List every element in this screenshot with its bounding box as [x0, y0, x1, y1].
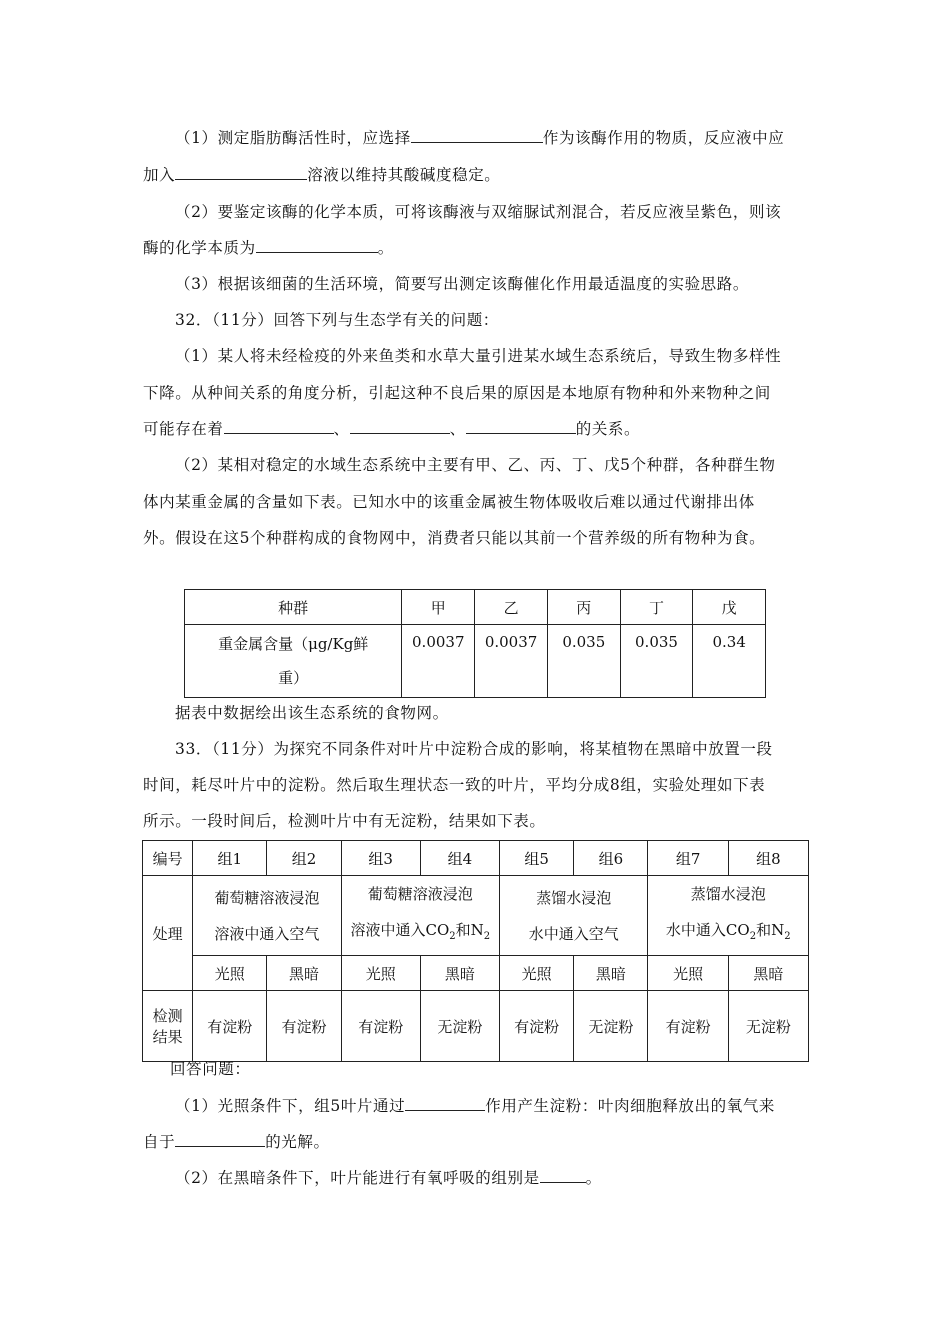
answer-blank: [175, 165, 307, 180]
group-cell: 组4: [420, 841, 499, 876]
subscript: 2: [749, 931, 757, 942]
treatment-line: 葡萄糖溶液浸泡: [214, 888, 320, 907]
header-cell: 甲: [402, 590, 475, 625]
q31-part3: （3）根据该细菌的生活环境，简要写出测定该酶催化作用最适温度的实验思路。: [175, 275, 749, 293]
result-cell: 无淀粉: [420, 991, 499, 1062]
text: 水中通入CO: [665, 921, 750, 939]
result-cell: 有淀粉: [500, 991, 574, 1062]
text: 。: [585, 1169, 602, 1187]
light-cell: 光照: [193, 956, 267, 991]
text: 、: [333, 420, 350, 438]
value-cell: 0.0037: [402, 625, 475, 698]
light-cell: 黑暗: [574, 956, 648, 991]
treatment-cell: [193, 876, 341, 956]
text: 作用产生淀粉：叶肉细胞释放出的氧气来: [485, 1097, 776, 1115]
light-cell: 光照: [648, 956, 728, 991]
q32-part2-line3: 外。假设在这5个种群构成的食物网中，消费者只能以其前一个营养级的所有物种为食。: [143, 529, 766, 547]
light-cell: 黑暗: [420, 956, 499, 991]
text: 自于: [143, 1133, 176, 1151]
table-header-row: [143, 841, 809, 876]
value-cell: 0.035: [547, 625, 620, 698]
text: （2）在黑暗条件下，叶片能进行有氧呼吸的组别是: [175, 1169, 540, 1187]
q32-part1-line1: （1）某人将未经检疫的外来鱼类和水草大量引进某水域生态系统后，导致生物多样性: [175, 347, 782, 365]
result-cell: 有淀粉: [193, 991, 267, 1062]
header-cell: 丙: [547, 590, 620, 625]
q32-part2-line2: 体内某重金属的含量如下表。已知水中的该重金属被生物体吸收后难以通过代谢排出体: [143, 493, 755, 511]
q31-part2-line1: （2）要鉴定该酶的化学本质，可将该酶液与双缩脲试剂混合，若反应液呈紫色，则该: [175, 203, 782, 221]
q32-after-table: 据表中数据绘出该生态系统的食物网。: [175, 704, 449, 722]
treatment-cell: [500, 876, 648, 956]
group-cell: 组5: [500, 841, 574, 876]
text: 的光解。: [265, 1133, 330, 1151]
text: （1）测定脂肪酶活性时，应选择: [175, 129, 411, 147]
q32-part2-line1: （2）某相对稳定的水域生态系统中主要有甲、乙、丙、丁、戊5个种群，各种群生物: [175, 456, 776, 474]
result-cell: 有淀粉: [267, 991, 341, 1062]
light-cell: 光照: [341, 956, 420, 991]
row-label-line: 结果: [152, 1028, 183, 1046]
table-header-row: [185, 590, 766, 625]
light-cell: 光照: [500, 956, 574, 991]
result-cell: 无淀粉: [574, 991, 648, 1062]
answer-blank: [175, 1132, 265, 1147]
row-label-cell: [185, 625, 402, 698]
q33-title-line1: 33．（11分）为探究不同条件对叶片中淀粉合成的影响，将某植物在黑暗中放置一段: [175, 740, 773, 758]
text: 、: [449, 420, 466, 438]
row-label-cell: [143, 991, 193, 1062]
answer-blank: [540, 1168, 586, 1183]
q31-part1-line1: [175, 128, 784, 148]
q32-title: 32．（11分）回答下列与生态学有关的问题：: [175, 311, 499, 329]
group-cell: 组7: [648, 841, 728, 876]
value-cell: 0.34: [693, 625, 766, 698]
text: 和N: [756, 921, 785, 939]
header-cell: 种群: [185, 590, 402, 625]
answer-blank: [405, 1096, 485, 1111]
text: 加入: [143, 166, 176, 184]
row-label-line: 重）: [278, 669, 309, 687]
answer-blank: [256, 238, 378, 253]
text: 可能存在着: [143, 420, 224, 438]
answer-blank: [350, 419, 450, 434]
q31-part1-line2: [143, 165, 500, 185]
table-row: [143, 956, 809, 991]
value-cell: 0.035: [620, 625, 693, 698]
subscript: 2: [483, 931, 491, 942]
treatment-line: 蒸馏水浸泡: [536, 888, 612, 907]
result-cell: 有淀粉: [341, 991, 420, 1062]
value-cell: 0.0037: [475, 625, 548, 698]
q33-part2: [175, 1168, 602, 1188]
treatment-line: [342, 912, 499, 955]
result-cell: 无淀粉: [728, 991, 808, 1062]
q32-part1-line2: 下降。从种间关系的角度分析，引起这种不良后果的原因是本地原有物种和外来物种之间: [143, 384, 771, 402]
group-cell: 组8: [728, 841, 808, 876]
text: 。: [377, 239, 394, 257]
treatment-cell: [341, 876, 499, 956]
q33-answer-heading: 回答问题：: [170, 1060, 251, 1078]
table-row: [185, 625, 766, 698]
header-cell: 戊: [693, 590, 766, 625]
heavy-metal-table: [184, 589, 766, 698]
q33-title-line3: 所示。一段时间后，检测叶片中有无淀粉，结果如下表。: [143, 812, 546, 830]
text: 酶的化学本质为: [143, 239, 256, 257]
treatment-line: [648, 912, 808, 955]
row-label-line: 检测: [152, 1007, 183, 1025]
subscript: 2: [449, 931, 456, 942]
table-row: [143, 876, 809, 956]
answer-blank: [224, 419, 334, 434]
light-cell: 黑暗: [728, 956, 808, 991]
group-cell: 组2: [267, 841, 341, 876]
answer-blank: [411, 128, 543, 143]
row-label-line: 重金属含量（μg/Kg鲜: [218, 635, 369, 653]
text: 和N: [455, 921, 484, 939]
header-cell: 编号: [143, 841, 193, 876]
text: 溶液以维持其酸碱度稳定。: [307, 166, 501, 184]
subscript: 2: [784, 931, 791, 942]
treatment-cell: [648, 876, 809, 956]
answer-blank: [466, 419, 576, 434]
treatment-line: 溶液中通入空气: [214, 924, 320, 943]
q33-title-line2: 时间，耗尽叶片中的淀粉。然后取生理状态一致的叶片，平均分成8组，实验处理如下表: [143, 776, 766, 794]
result-cell: 有淀粉: [648, 991, 728, 1062]
group-cell: 组6: [574, 841, 648, 876]
text: 的关系。: [575, 420, 641, 438]
q32-part1-line3: [143, 419, 640, 439]
text: 溶液中通入CO: [350, 921, 450, 939]
text: （1）光照条件下，组5叶片通过: [175, 1097, 406, 1115]
header-cell: 乙: [475, 590, 548, 625]
treatment-line: 葡萄糖溶液浸泡: [367, 885, 473, 903]
treatment-line: 蒸馏水浸泡: [690, 885, 766, 903]
group-cell: 组3: [341, 841, 420, 876]
header-cell: 丁: [620, 590, 693, 625]
q33-part1-line2: [143, 1132, 330, 1152]
treatment-line: 水中通入空气: [528, 924, 619, 943]
group-cell: 组1: [193, 841, 267, 876]
q33-part1-line1: [175, 1096, 775, 1116]
table-row: [143, 991, 809, 1062]
row-label-cell: 处理: [143, 876, 193, 991]
q31-part2-line2: [143, 238, 394, 258]
text: 作为该酶作用的物质，反应液中应: [542, 129, 785, 147]
light-cell: 黑暗: [267, 956, 341, 991]
starch-experiment-table: [142, 840, 809, 1062]
